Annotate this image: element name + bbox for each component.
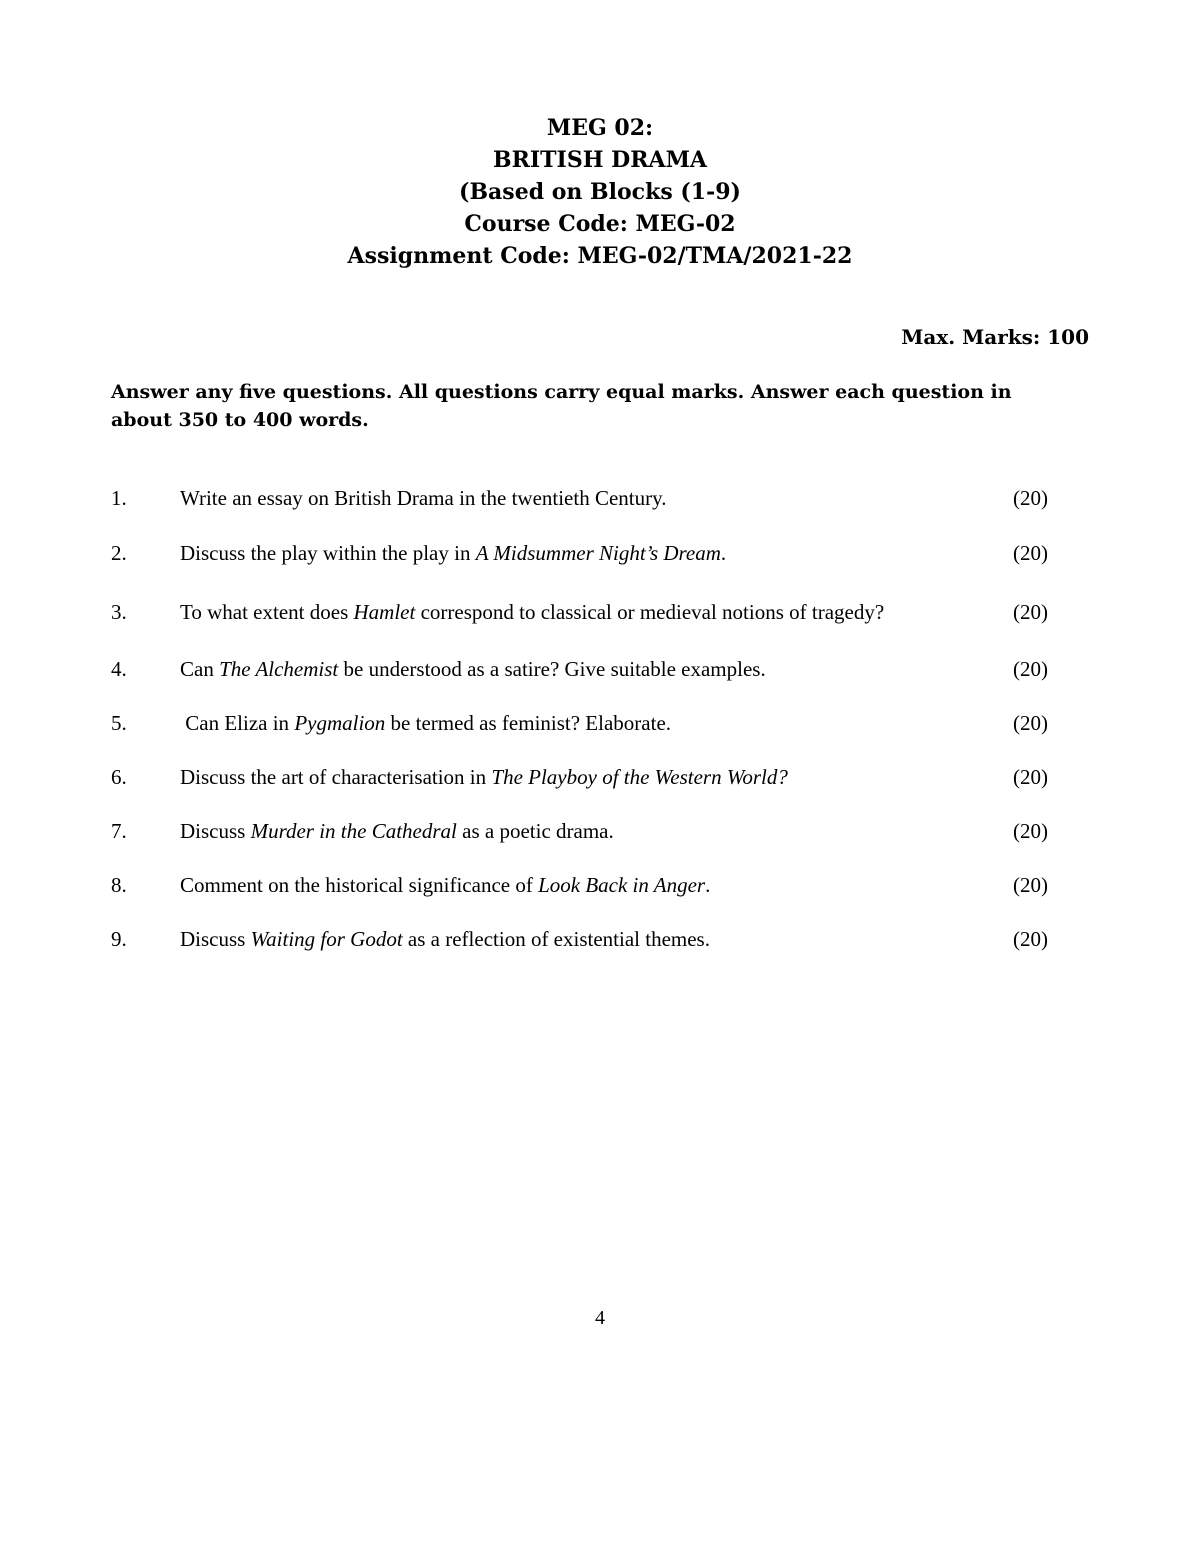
question-marks: (20) [1013,486,1048,510]
document-header [0,112,1200,272]
question-number: 3. [111,600,127,624]
page-number: 4 [595,1307,605,1329]
question-text: Can The Alchemist be understood as a satire? Give suitable examples. [180,657,766,681]
question-marks: (20) [1013,765,1048,789]
question-number: 9. [111,927,127,951]
question-item-8 [111,869,1071,901]
question-text: To what extent does Hamlet correspond to classical or medieval notions of tragedy? [180,600,885,624]
question-item-5 [111,707,1071,739]
question-item-6 [111,761,1071,793]
question-text: Discuss Murder in the Cathedral as a poetic drama. [180,819,614,843]
question-marks: (20) [1013,657,1048,681]
course-title: BRITISH DRAMA [492,147,708,173]
question-marks: (20) [1013,711,1048,735]
question-item-1 [111,482,1071,514]
question-number: 2. [111,541,127,565]
question-number: 1. [111,486,127,510]
course-number: MEG 02: [546,115,654,141]
question-text: Discuss Waiting for Godot as a reflection of existential themes. [180,927,710,951]
question-number: 8. [111,873,127,897]
question-text: Discuss the play within the play in A Midsummer Night’s Dream. [180,541,727,565]
question-marks: (20) [1013,873,1048,897]
question-item-7 [111,815,1071,847]
question-item-2 [111,537,1071,569]
question-item-3 [111,596,1071,628]
question-number: 4. [111,657,127,681]
course-code: Course Code: MEG-02 [464,211,736,237]
question-text: Can Eliza in Pygmalion be termed as feminist? Elaborate. [180,711,672,735]
question-text: Comment on the historical significance of Look Back in Anger. [180,873,711,897]
question-number: 5. [111,711,127,735]
question-marks: (20) [1013,541,1048,565]
question-number: 6. [111,765,127,789]
question-marks: (20) [1013,819,1048,843]
question-marks: (20) [1013,600,1048,624]
question-text: Write an essay on British Drama in the twentieth Century. [180,486,667,510]
question-item-9 [111,923,1071,955]
question-marks: (20) [1013,927,1048,951]
question-text: Discuss the art of characterisation in The Playboy of the Western World? [180,765,788,789]
blocks-range: (Based on Blocks (1-9) [459,179,741,205]
question-number: 7. [111,819,127,843]
assignment-code: Assignment Code: MEG-02/TMA/2021-22 [347,243,853,269]
instructions: Answer any five questions. All questions carry equal marks. Answer each question in about 350 to 400 words. [111,381,1012,431]
question-item-4 [111,653,1071,685]
max-marks: Max. Marks: 100 [901,325,1089,349]
